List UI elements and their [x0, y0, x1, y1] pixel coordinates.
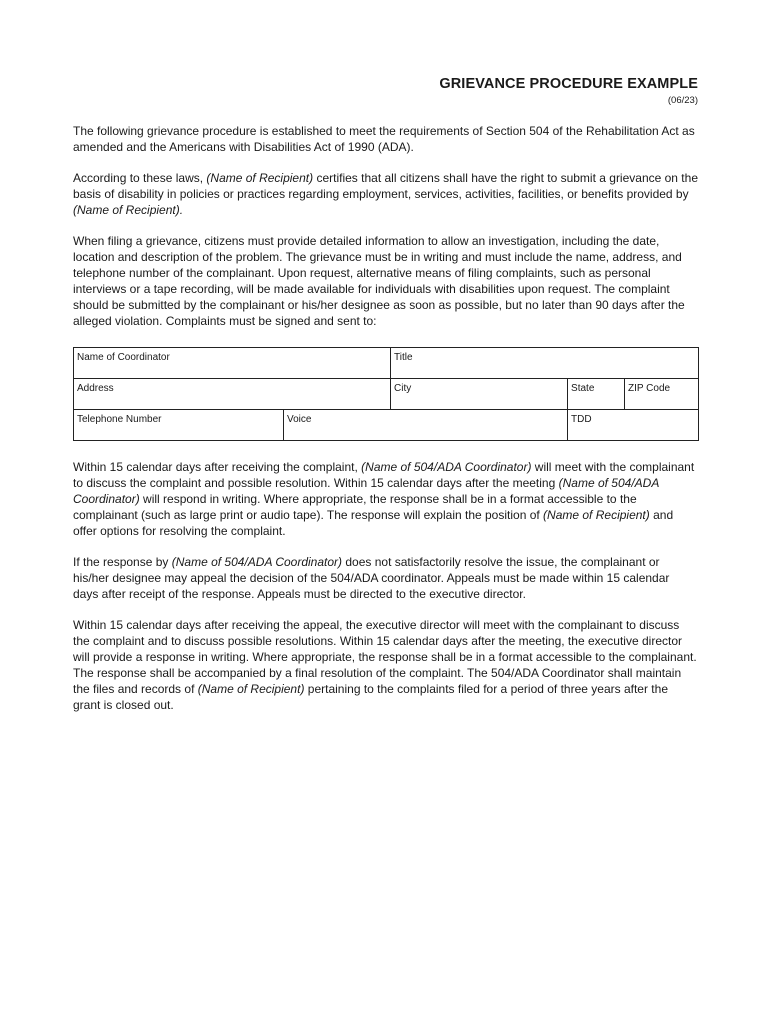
telephone-number-field[interactable]: Telephone Number [74, 410, 284, 441]
document-title: GRIEVANCE PROCEDURE EXAMPLE [439, 76, 698, 92]
revision-date: (06/23) [667, 95, 698, 106]
voice-field[interactable]: Voice [284, 410, 568, 441]
coordinator-contact-form [73, 347, 699, 441]
state-field[interactable]: State [568, 379, 625, 410]
tdd-field[interactable]: TDD [568, 410, 699, 441]
city-field[interactable]: City [391, 379, 568, 410]
paragraph-laws: According to these laws, (Name of Recipient) certifies that all citizens shall have the right to submit a grievance on the basis of disability in policies or practices regarding employment, services, activities, facilities, or benefits provided by (Name of Recipient). [73, 171, 698, 217]
paragraph-appeal: If the response by (Name of 504/ADA Coordinator) does not satisfactorily resolve the issue, the complainant or his/her designee may appeal the decision of the 504/ADA coordinator. Appeals must be made within 15 calendar days after receipt of the response. Appeals must be directed to the executive director. [73, 555, 670, 601]
paragraph-executive-director: Within 15 calendar days after receiving the appeal, the executive director will meet with the complainant to discuss the complaint and to discuss possible resolutions. Within 15 calendar days after the meeting, the executive director will provide a response in writing. Where appropriate, the response shall be in a format accessible to the complainant. The response shall be accompanied by a final resolution of the complaint. The 504/ADA Coordinator shall maintain the files and records of (Name of Recipient) pertaining to the complaints filed for a period of three years after the grant is closed out. [73, 618, 697, 712]
paragraph-purpose: The following grievance procedure is established to meet the requirements of Section 504 of the Rehabilitation Act as amended and the Americans with Disabilities Act of 1990 (ADA). [73, 124, 695, 154]
procedure-section [73, 459, 698, 728]
name-of-coordinator-field[interactable]: Name of Coordinator [74, 348, 391, 379]
address-field[interactable]: Address [74, 379, 391, 410]
zip-code-field[interactable]: ZIP Code [625, 379, 699, 410]
intro-section [73, 123, 698, 344]
title-field[interactable]: Title [391, 348, 699, 379]
paragraph-response: Within 15 calendar days after receiving the complaint, (Name of 504/ADA Coordinator) will meet with the complainant to discuss the complaint and possible resolution. Within 15 calendar days after the meeting (Name of 504/ADA Coordinator) will respond in writing. Where appropriate, the response shall be in a format accessible to the complainant (such as large print or audio tape). The response will explain the position of (Name of Recipient) and offer options for resolving the complaint. [73, 460, 695, 538]
paragraph-filing: When filing a grievance, citizens must provide detailed information to allow an investigation, including the date, location and description of the problem. The grievance must be in writing and must include the name, address, and telephone number of the complainant. Upon request, alternative means of filing complaints, such as personal interviews or a tape recording, will be made available for individuals with disabilities upon request. The complaint should be submitted by the complainant or his/her designee as soon as possible, but no later than 90 days after the alleged violation. Complaints must be signed and sent to: [73, 234, 685, 328]
